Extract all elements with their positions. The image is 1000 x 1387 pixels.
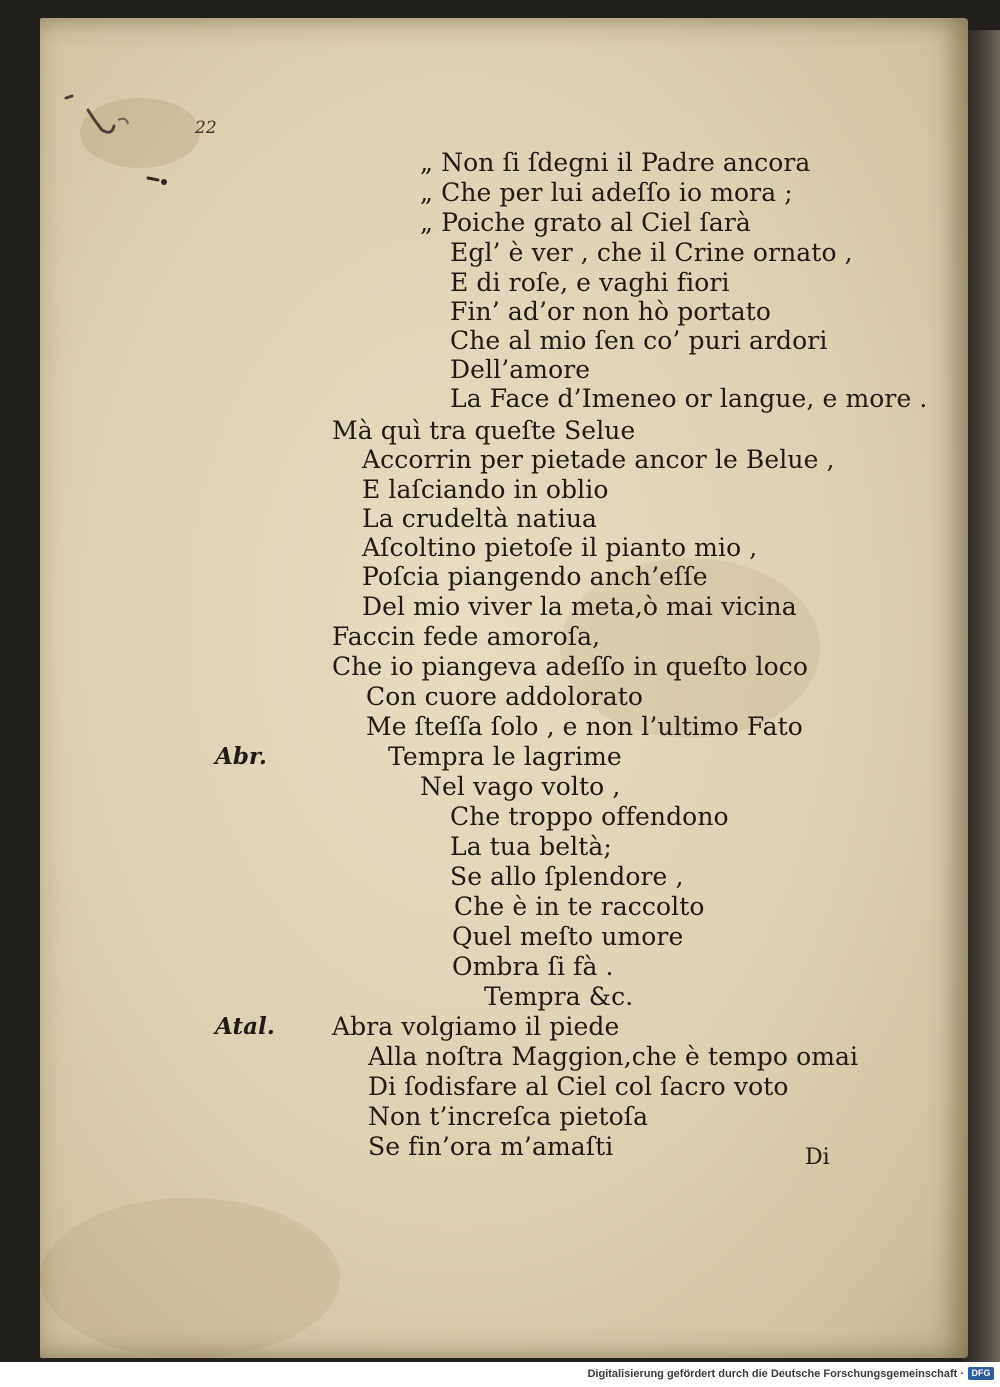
verse-line: Se fin’ora m’amaſti bbox=[368, 1132, 614, 1161]
verse-line: Di ſodisfare al Ciel col ſacro voto bbox=[368, 1072, 789, 1101]
verse-line: Che io piangeva adeſſo in queſto loco bbox=[332, 652, 808, 681]
verse-line: Egl’ è ver , che il Crine ornato , bbox=[450, 238, 853, 267]
verse-line: Che è in te raccolto bbox=[454, 892, 705, 921]
verse-line: Del mio viver la meta,ò mai vicina bbox=[362, 592, 797, 621]
speaker-label-atalanta: Atal. bbox=[215, 1013, 275, 1040]
verse-line: Poſcia piangendo anch’eſſe bbox=[362, 562, 708, 591]
verse-line: Aſcoltino pietoſe il pianto mio , bbox=[362, 533, 758, 562]
paper-stain bbox=[40, 1198, 340, 1358]
verse-line: E di roſe, e vaghi fiori bbox=[450, 268, 730, 297]
verse-line: „ Poiche grato al Ciel ſarà bbox=[420, 208, 751, 237]
verse-line: „ Che per lui adeſſo io mora ; bbox=[420, 178, 793, 207]
verse-line: E laſciando in oblio bbox=[362, 475, 609, 504]
verse-line: Fin’ ad’or non hò portato bbox=[450, 297, 771, 326]
verse-line: Dell’amore bbox=[450, 355, 591, 384]
speaker-label-abra: Abr. bbox=[215, 743, 267, 770]
verse-line: Mà quì tra queſte Selue bbox=[332, 416, 636, 445]
footer-credit: Digitalisierung gefördert durch die Deutsche Forschungsgemeinschaft · bbox=[587, 1368, 964, 1380]
ink-marks bbox=[60, 90, 180, 200]
digitization-footer bbox=[0, 1362, 1000, 1387]
catchword: Di bbox=[805, 1145, 830, 1170]
verse-line: Quel meſto umore bbox=[452, 922, 684, 951]
verse-line: Accorrin per pietade ancor le Belue , bbox=[362, 445, 835, 474]
verse-line: Se allo ſplendore , bbox=[450, 862, 684, 891]
verse-line: La crudeltà natiua bbox=[362, 504, 598, 533]
verse-line: Me ſteſſa ſolo , e non l’ultimo Fato bbox=[366, 712, 803, 741]
dfg-logo: DFG bbox=[968, 1367, 994, 1380]
verse-line: „ Non ſi ſdegni il Padre ancora bbox=[420, 148, 811, 177]
verse-line: Che troppo offendono bbox=[450, 802, 729, 831]
verse-line: Tempra &c. bbox=[484, 982, 634, 1011]
verse-line: La tua beltà; bbox=[450, 832, 612, 861]
verse-line: Con cuore addolorato bbox=[366, 682, 644, 711]
verse-line: Alla noſtra Maggion,che è tempo omai bbox=[368, 1042, 859, 1071]
verse-line: Nel vago volto , bbox=[420, 772, 621, 801]
verse-line: Che al mio ſen co’ puri ardori bbox=[450, 326, 828, 355]
verse-line: Faccin fede amoroſa, bbox=[332, 622, 601, 651]
verse-line: Ombra ſi fà . bbox=[452, 952, 614, 981]
verse-line: Abra volgiamo il piede bbox=[332, 1012, 620, 1041]
verse-line: Non t’increſca pietoſa bbox=[368, 1102, 649, 1131]
verse-line: La Face d’Imeneo or langue, e more . bbox=[450, 384, 928, 413]
page-number: 22 bbox=[195, 118, 217, 138]
verse-line: Tempra le lagrime bbox=[388, 742, 622, 771]
